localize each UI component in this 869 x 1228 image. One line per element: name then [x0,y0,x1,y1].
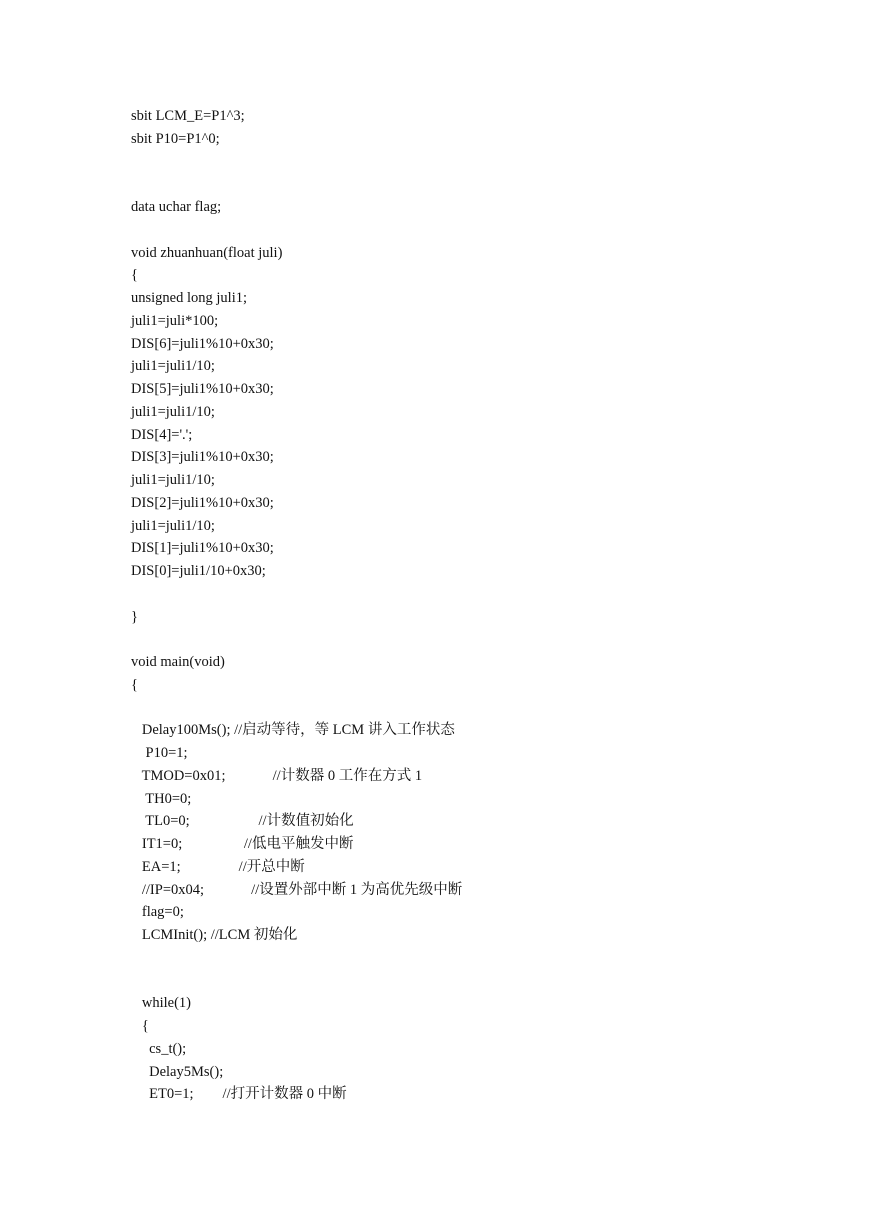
code-line [131,151,462,174]
code-line: DIS[6]=juli1%10+0x30; [131,335,274,352]
code-line: sbit LCM_E=P1^3; [131,108,245,124]
code-line: DIS[0]=juli1/10+0x30; [131,563,266,579]
code-line: TH0=0; [131,790,192,807]
code-line: DIS[2]=juli1%10+0x30; [131,494,274,511]
code-line [131,628,462,651]
code-line: Delay100Ms(); //启动等待，等 LCM 讲入工作状态 [131,722,455,739]
code-line: DIS[3]=juli1%10+0x30; [131,449,274,466]
code-line: //IP=0x04; //设置外部中断 1 为高优先级中断 [131,881,463,898]
code-line: { [131,1018,149,1034]
code-line [131,219,462,242]
code-line: DIS[1]=juli1%10+0x30; [131,540,274,557]
code-line: void main(void) [131,654,225,670]
code-line: juli1=juli*100; [131,312,219,329]
code-line: LCMInit(); //LCM 初始化 [131,927,298,943]
code-line: DIS[4]='.'; [131,426,193,443]
code-block [131,105,462,1106]
code-line: unsigned long juli1; [131,290,247,306]
code-line: juli1=juli1/10; [131,403,215,420]
code-line: } [131,608,138,625]
code-line: { [131,676,138,693]
code-line: cs_t(); [131,1040,187,1057]
code-line: juli1=juli1/10; [131,517,215,534]
code-line: flag=0; [131,904,184,921]
code-line: EA=1; //开总中断 [131,858,305,875]
code-line: juli1=juli1/10; [131,358,215,375]
code-line: Delay5Ms(); [131,1063,224,1080]
code-line: while(1) [131,995,191,1012]
code-line: TMOD=0x01; //计数器 0 工作在方式 1 [131,767,423,784]
code-line: ET0=1; //打开计数器 0 中断 [131,1086,347,1103]
code-line [131,173,462,196]
code-line: sbit P10=P1^0; [131,130,220,147]
code-line: { [131,267,138,284]
code-line [131,697,462,720]
code-line: P10=1; [131,745,188,761]
code-line [131,970,462,993]
code-line: juli1=juli1/10; [131,472,215,488]
code-line: void zhuanhuan(float juli) [131,244,283,261]
code-line: data uchar flag; [131,199,222,215]
code-line [131,583,462,606]
code-line: TL0=0; //计数值初始化 [131,813,354,830]
code-line: IT1=0; //低电平触发中断 [131,836,354,852]
code-line: DIS[5]=juli1%10+0x30; [131,381,274,397]
code-line [131,947,462,970]
